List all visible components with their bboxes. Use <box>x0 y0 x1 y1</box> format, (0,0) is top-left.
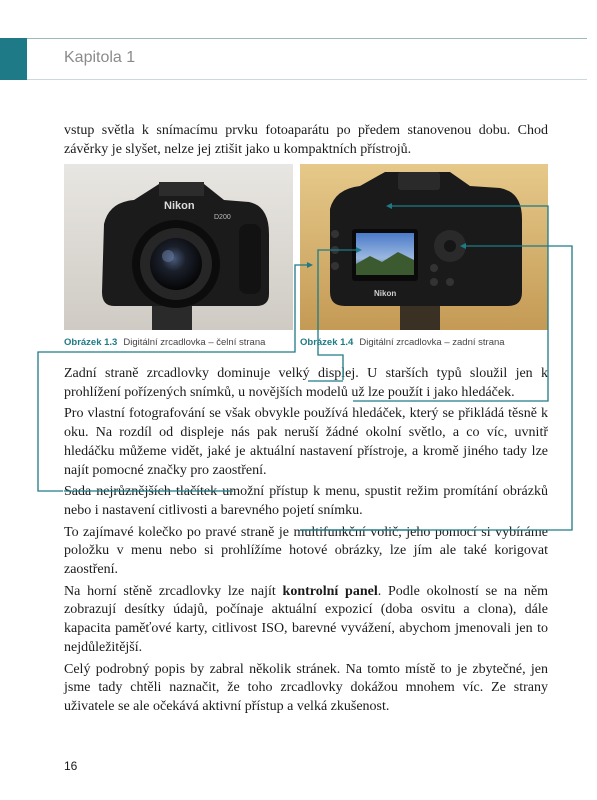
text: . U starších typů sloužil jen k prohlížení pořízených snímků, u novějších modelů už lze použít i jako hledáček. <box>64 366 549 400</box>
brand-label-front: Nikon <box>164 200 195 212</box>
paragraph-selector <box>64 524 548 580</box>
term-volic: multifunkční volič <box>293 524 399 540</box>
caption-figure-1-4 <box>300 337 505 348</box>
term-kontrolni-panel: kontrolní panel <box>282 583 378 599</box>
text: Pro vlastní fotografování se však obvykle používá <box>64 406 353 422</box>
text: . Podle okolností se na něm zobrazují desítky údajů, počínaje aktuální expozicí (doba osvitu a clona), dále kapacita paměťové karty, citlivost ISO, barevné vyvážení, abychom jmenovali jen to nejdůležitější. <box>64 583 548 655</box>
text: , jeho pomocí si vybíráme položku v menu nebo si prohlížíme hotové obrázky, lze jím ale také korigovat zaostření. <box>64 524 548 578</box>
model-label: D200 <box>214 214 231 221</box>
paragraph-control-panel <box>64 583 548 658</box>
caption-text: Digitální zrcadlovka – čelní strana <box>123 337 266 348</box>
paragraph-buttons <box>64 483 548 520</box>
term-displej: displej <box>317 366 356 381</box>
header-rule <box>27 38 587 39</box>
brand-label-back: Nikon <box>374 289 397 298</box>
term-hledacek: hledáček <box>352 406 403 422</box>
term-tlacitka: Sada nejrůznějších tlačítek <box>64 484 218 500</box>
figure-camera-back <box>300 164 548 330</box>
caption-number: Obrázek 1.3 <box>64 337 118 348</box>
caption-figure-1-3 <box>64 337 265 348</box>
text: Zadní straně zrcadlovky dominuje velký <box>64 366 318 381</box>
page-number: 16 <box>64 759 78 773</box>
caption-number: Obrázek 1.4 <box>300 337 354 348</box>
header-rule-bottom <box>27 79 587 80</box>
paragraph-summary: Celý podrobný popis by zabral několik stránek. Na tomto místě to je zbytečné, jen jsme tady chtěli naznačit, že toho zrcadlovky dokážou mnohem víc. Ze strany uživatele se ale očekává aktivní přístup a velká zkušenost. <box>64 661 548 714</box>
chapter-title: Kapitola 1 <box>64 49 136 66</box>
caption-text: Digitální zrcadlovka – zadní strana <box>359 337 505 348</box>
text: Na horní stěně zrcadlovky lze najít <box>64 583 283 599</box>
header-accent-bar <box>0 38 27 80</box>
intro-paragraph <box>64 122 548 162</box>
figure-camera-front <box>64 164 293 330</box>
camera-back-image <box>300 164 548 330</box>
main-text <box>64 365 548 720</box>
camera-front-image <box>64 164 293 330</box>
text: umožní přístup k menu, spustit režim promítání obrázků nebo i nastavení citlivosti a barevného pojetí snímku. <box>64 484 548 518</box>
paragraph-display <box>64 365 548 402</box>
text: To zajímavé kolečko po pravé straně je <box>64 524 294 540</box>
intro-text: vstup světla k snímacímu prvku fotoaparátu po předem stanovenou dobu. Chod závěrky je slyšet, nelze jej ztišit jako u kompaktních přístrojů. <box>64 123 548 157</box>
paragraph-viewfinder <box>64 405 548 480</box>
text: , který se přikládá těsně k oku. Na rozdíl od displeje nás pak neruší žádné okolní světlo, a co víc, uvnitř hledáčku můžeme vidět, jaké je aktuální nastavení přístroje, a kromě jiného tady lze najít pomocné značky pro zaostření. <box>64 406 549 478</box>
